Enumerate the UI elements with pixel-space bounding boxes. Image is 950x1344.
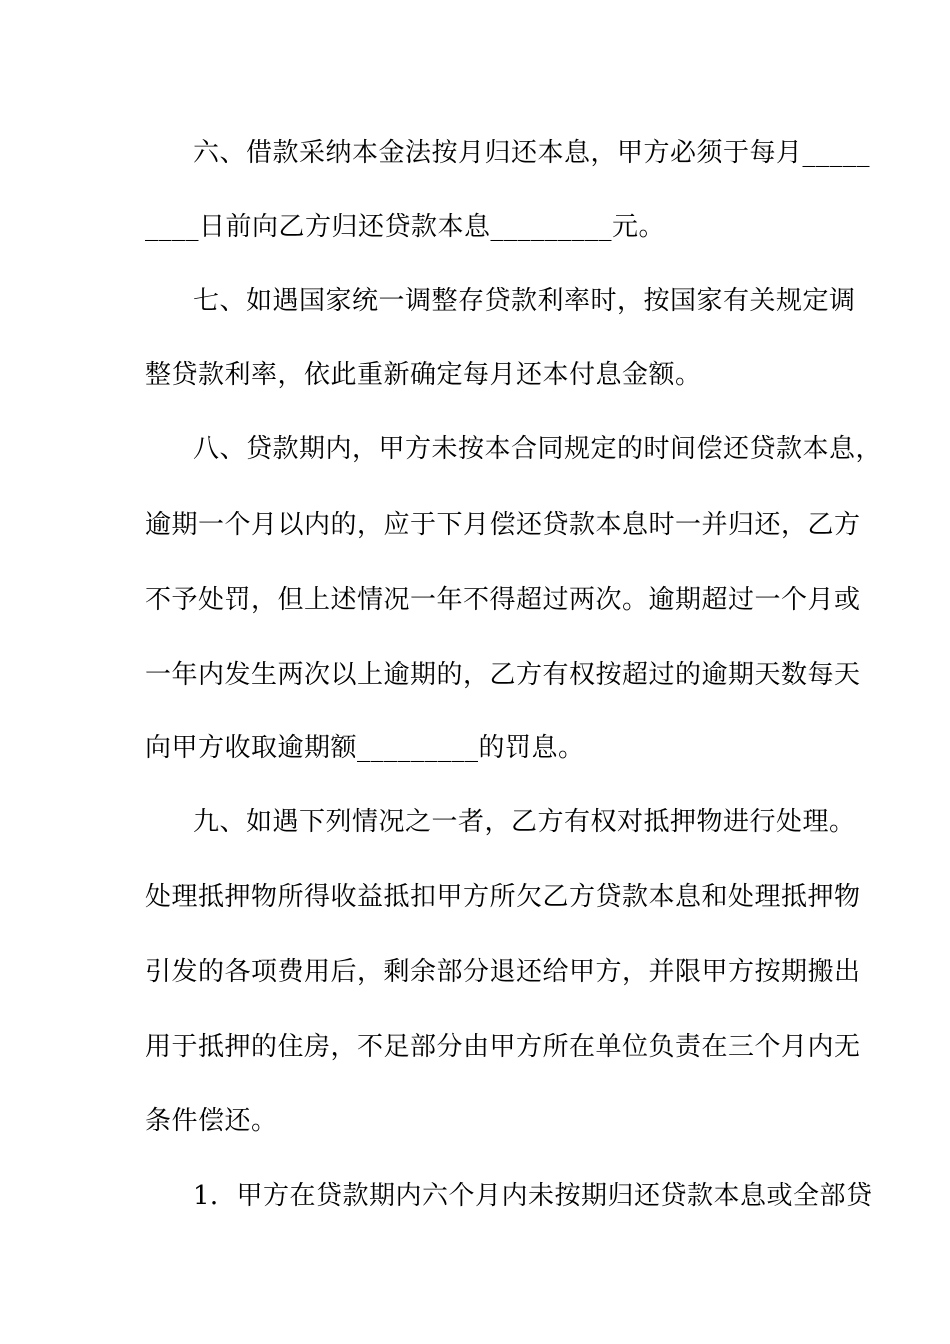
clause-6-line-1: 六、借款采纳本金法按月归还本息，甲方必须于每月_____: [193, 138, 871, 168]
clause-8-line-5: 向甲方收取逾期额_________的罚息。: [145, 733, 585, 763]
clause-9-line-3: 引发的各项费用后，剩余部分退还给甲方，并限甲方按期搬出: [145, 957, 861, 987]
clause-7-line-1: 七、如遇国家统一调整存贷款利率时，按国家有关规定调: [193, 286, 856, 316]
clause-8-line-3: 不予处罚，但上述情况一年不得超过两次。逾期超过一个月或: [145, 585, 861, 615]
clause-9-line-4: 用于抵押的住房，不足部分由甲方所在单位负责在三个月内无: [145, 1032, 861, 1062]
clause-9-item-1-line-1: 1．甲方在贷款期内六个月内未按期归还贷款本息或全部贷: [193, 1181, 873, 1211]
clause-8-line-4: 一年内发生两次以上逾期的，乙方有权按超过的逾期天数每天: [145, 660, 861, 690]
clause-9-line-1: 九、如遇下列情况之一者，乙方有权对抵押物进行处理。: [193, 807, 856, 837]
clause-9-line-5: 条件偿还。: [145, 1106, 278, 1136]
clause-7-line-2: 整贷款利率，依此重新确定每月还本付息金额。: [145, 360, 702, 390]
clause-8-line-2: 逾期一个月以内的，应于下月偿还贷款本息时一并归还，乙方: [145, 510, 861, 540]
clause-6-line-2: ____日前向乙方归还贷款本息_________元。: [145, 212, 666, 242]
clause-9-line-2: 处理抵押物所得收益抵扣甲方所欠乙方贷款本息和处理抵押物: [145, 882, 861, 912]
clause-8-line-1: 八、贷款期内，甲方未按本合同规定的时间偿还贷款本息，: [193, 434, 883, 464]
